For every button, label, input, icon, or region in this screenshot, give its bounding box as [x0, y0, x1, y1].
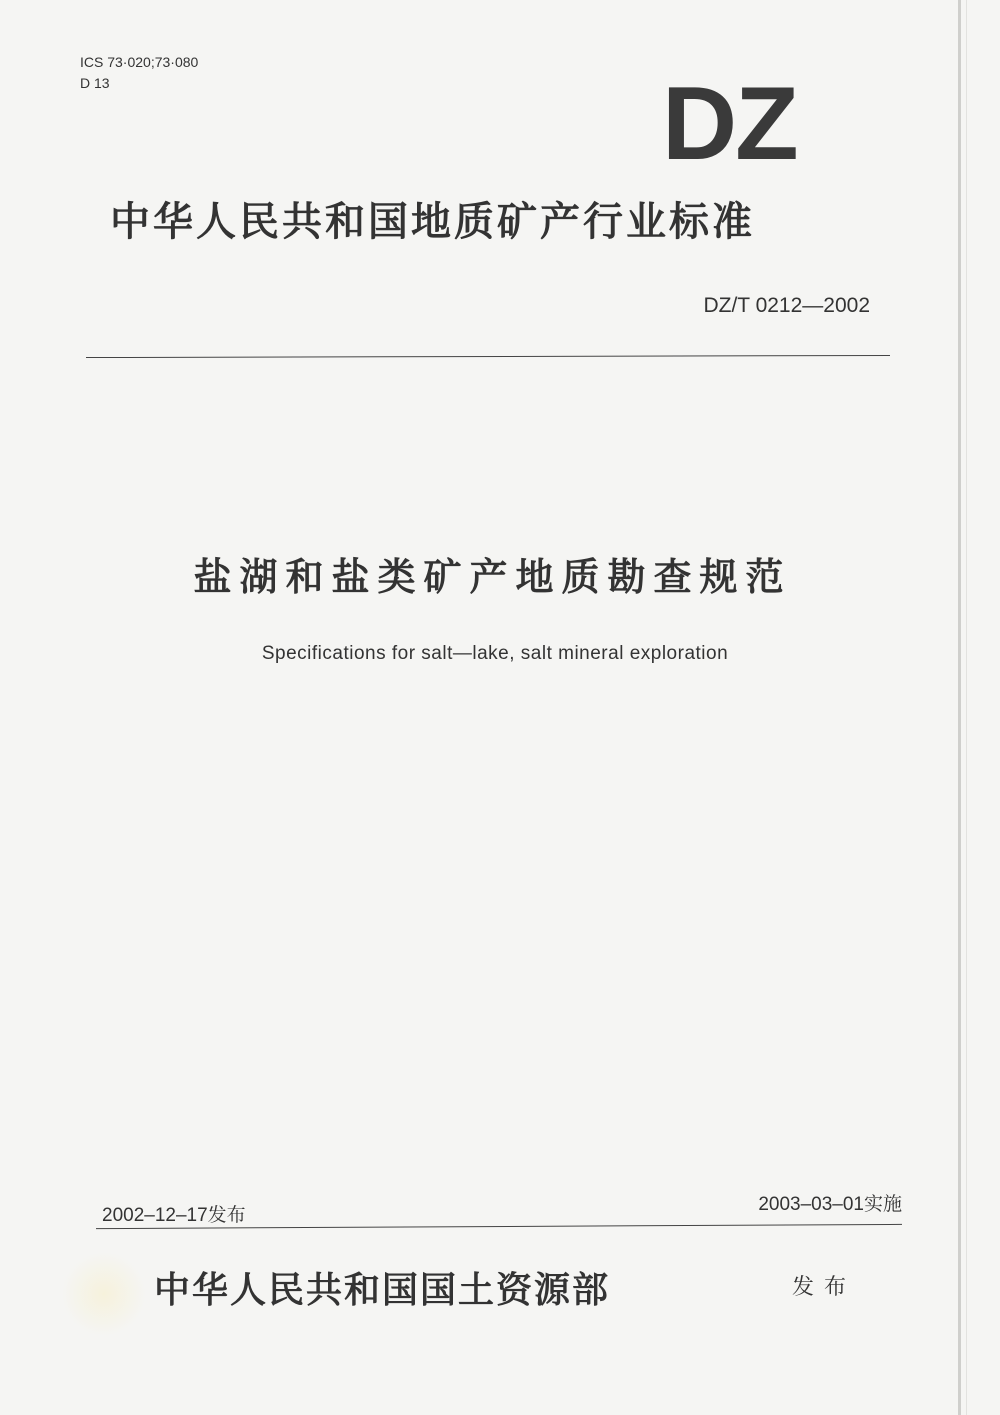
document-title: 盐湖和盐类矿产地质勘查规范 — [193, 555, 792, 599]
industry-standard-title: 中华人民共和国地质矿产行业标准 — [110, 199, 755, 245]
standard-number: DZ/T 0212—2002 — [703, 294, 870, 317]
release-date: 2002–12–17发布 — [102, 1205, 246, 1226]
dz-logo: DZ — [662, 66, 797, 182]
paper-stain — [62, 1252, 146, 1336]
ccs-code: D 13 — [80, 75, 110, 91]
issuing-action: 发布 — [792, 1275, 857, 1300]
ics-code: ICS 73·020;73·080 — [80, 54, 199, 70]
implementation-date: 2003–03–01实施 — [758, 1194, 902, 1215]
classification-block — [80, 52, 198, 94]
top-divider — [86, 355, 890, 358]
issuing-authority: 中华人民共和国国土资源部 — [154, 1269, 611, 1311]
page-edge — [958, 0, 961, 1415]
document-title-english: Specifications for salt—lake, salt mineral exploration — [261, 643, 729, 664]
page-edge-secondary — [966, 0, 967, 1415]
